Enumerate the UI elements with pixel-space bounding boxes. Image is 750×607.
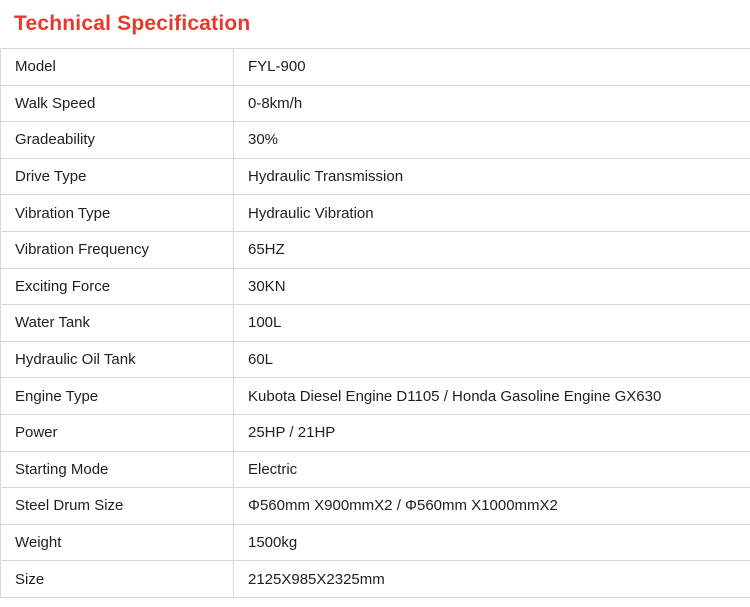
- spec-value: 60L: [234, 341, 750, 378]
- spec-value: 65HZ: [234, 231, 750, 268]
- spec-value: Hydraulic Vibration: [234, 195, 750, 232]
- table-row: [1, 378, 750, 415]
- table-row: [1, 231, 750, 268]
- spec-value: 1500kg: [234, 524, 750, 561]
- spec-value: 30%: [234, 122, 750, 159]
- table-row: [1, 268, 750, 305]
- table-row: [1, 305, 750, 342]
- spec-label: Walk Speed: [1, 85, 234, 122]
- spec-value: Kubota Diesel Engine D1105 / Honda Gasoline Engine GX630: [234, 378, 750, 415]
- table-row: [1, 524, 750, 561]
- spec-value: Electric: [234, 451, 750, 488]
- spec-label: Gradeability: [1, 122, 234, 159]
- page-title: Technical Specification: [14, 12, 251, 35]
- spec-label: Engine Type: [1, 378, 234, 415]
- spec-value: Φ560mm X900mmX2 / Φ560mm X1000mmX2: [234, 488, 750, 525]
- table-row: [1, 414, 750, 451]
- spec-label: Drive Type: [1, 158, 234, 195]
- spec-value: 25HP / 21HP: [234, 414, 750, 451]
- table-body: [1, 49, 750, 598]
- spec-label: Exciting Force: [1, 268, 234, 305]
- table-row: [1, 195, 750, 232]
- table-row: [1, 341, 750, 378]
- spec-label: Model: [1, 49, 234, 86]
- spec-value: 30KN: [234, 268, 750, 305]
- table-row: [1, 488, 750, 525]
- table-row: [1, 451, 750, 488]
- spec-label: Vibration Type: [1, 195, 234, 232]
- spec-value: FYL-900: [234, 49, 750, 86]
- table-row: [1, 561, 750, 598]
- table-row: [1, 49, 750, 86]
- spec-value: Hydraulic Transmission: [234, 158, 750, 195]
- spec-value: 2125X985X2325mm: [234, 561, 750, 598]
- spec-value: 100L: [234, 305, 750, 342]
- spec-label: Power: [1, 414, 234, 451]
- spec-label: Steel Drum Size: [1, 488, 234, 525]
- table-row: [1, 158, 750, 195]
- spec-label: Weight: [1, 524, 234, 561]
- spec-value: 0-8km/h: [234, 85, 750, 122]
- spec-label: Size: [1, 561, 234, 598]
- spec-label: Hydraulic Oil Tank: [1, 341, 234, 378]
- table-row: [1, 85, 750, 122]
- technical-specification-table: [0, 48, 750, 598]
- spec-label: Starting Mode: [1, 451, 234, 488]
- table-row: [1, 122, 750, 159]
- spec-label: Vibration Frequency: [1, 231, 234, 268]
- spec-label: Water Tank: [1, 305, 234, 342]
